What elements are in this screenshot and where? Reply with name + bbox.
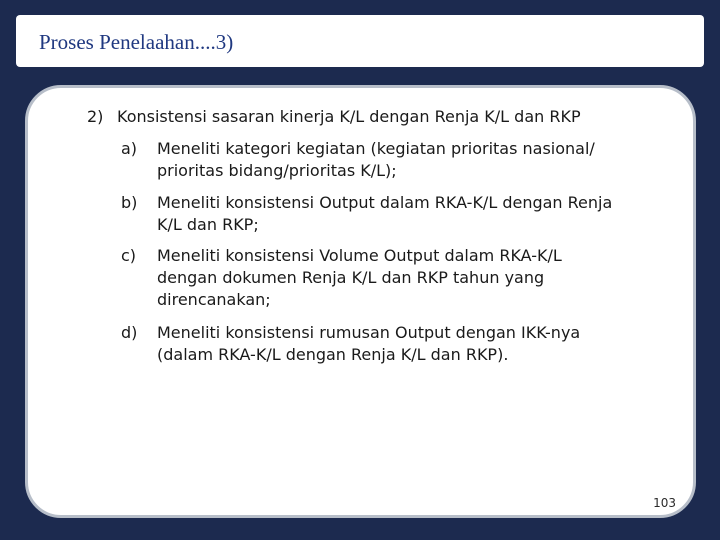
sub-item-marker: a)	[121, 139, 138, 158]
page-number: 103	[653, 496, 676, 510]
sub-item-text	[157, 322, 681, 366]
sub-item-marker: d)	[121, 323, 138, 342]
slide-title: Proses Penelaahan....3)	[39, 30, 234, 54]
sub-item-marker: b)	[121, 193, 138, 212]
sub-item-line: prioritas bidang/prioritas K/L);	[157, 161, 397, 180]
sub-item-line: dengan dokumen Renja K/L dan RKP tahun yang	[157, 268, 545, 287]
sub-item-b	[121, 192, 681, 236]
sub-item-a	[121, 138, 681, 182]
sub-item-line: Meneliti konsistensi Volume Output dalam RKA-K/L	[157, 246, 562, 265]
sub-item-line: direncanakan;	[157, 290, 271, 309]
sub-item-line: Meneliti kategori kegiatan (kegiatan prioritas nasional/	[157, 139, 595, 158]
main-item-text: Konsistensi sasaran kinerja K/L dengan Renja K/L dan RKP	[117, 107, 581, 126]
sub-item-c	[121, 245, 681, 311]
main-item-number: 2)	[87, 107, 104, 126]
sub-item-line: K/L dan RKP;	[157, 215, 259, 234]
sub-item-d	[121, 322, 681, 366]
main-item	[87, 106, 581, 127]
content-panel	[25, 85, 696, 518]
sub-item-text	[157, 192, 681, 236]
sub-item-text	[157, 138, 681, 182]
title-bar	[16, 15, 704, 67]
sub-item-line: Meneliti konsistensi Output dalam RKA-K/L dengan Renja	[157, 193, 613, 212]
sub-item-text	[157, 245, 681, 311]
sub-item-line: Meneliti konsistensi rumusan Output dengan IKK-nya	[157, 323, 581, 342]
sub-item-line: (dalam RKA-K/L dengan Renja K/L dan RKP).	[157, 345, 509, 364]
sub-item-marker: c)	[121, 246, 137, 265]
